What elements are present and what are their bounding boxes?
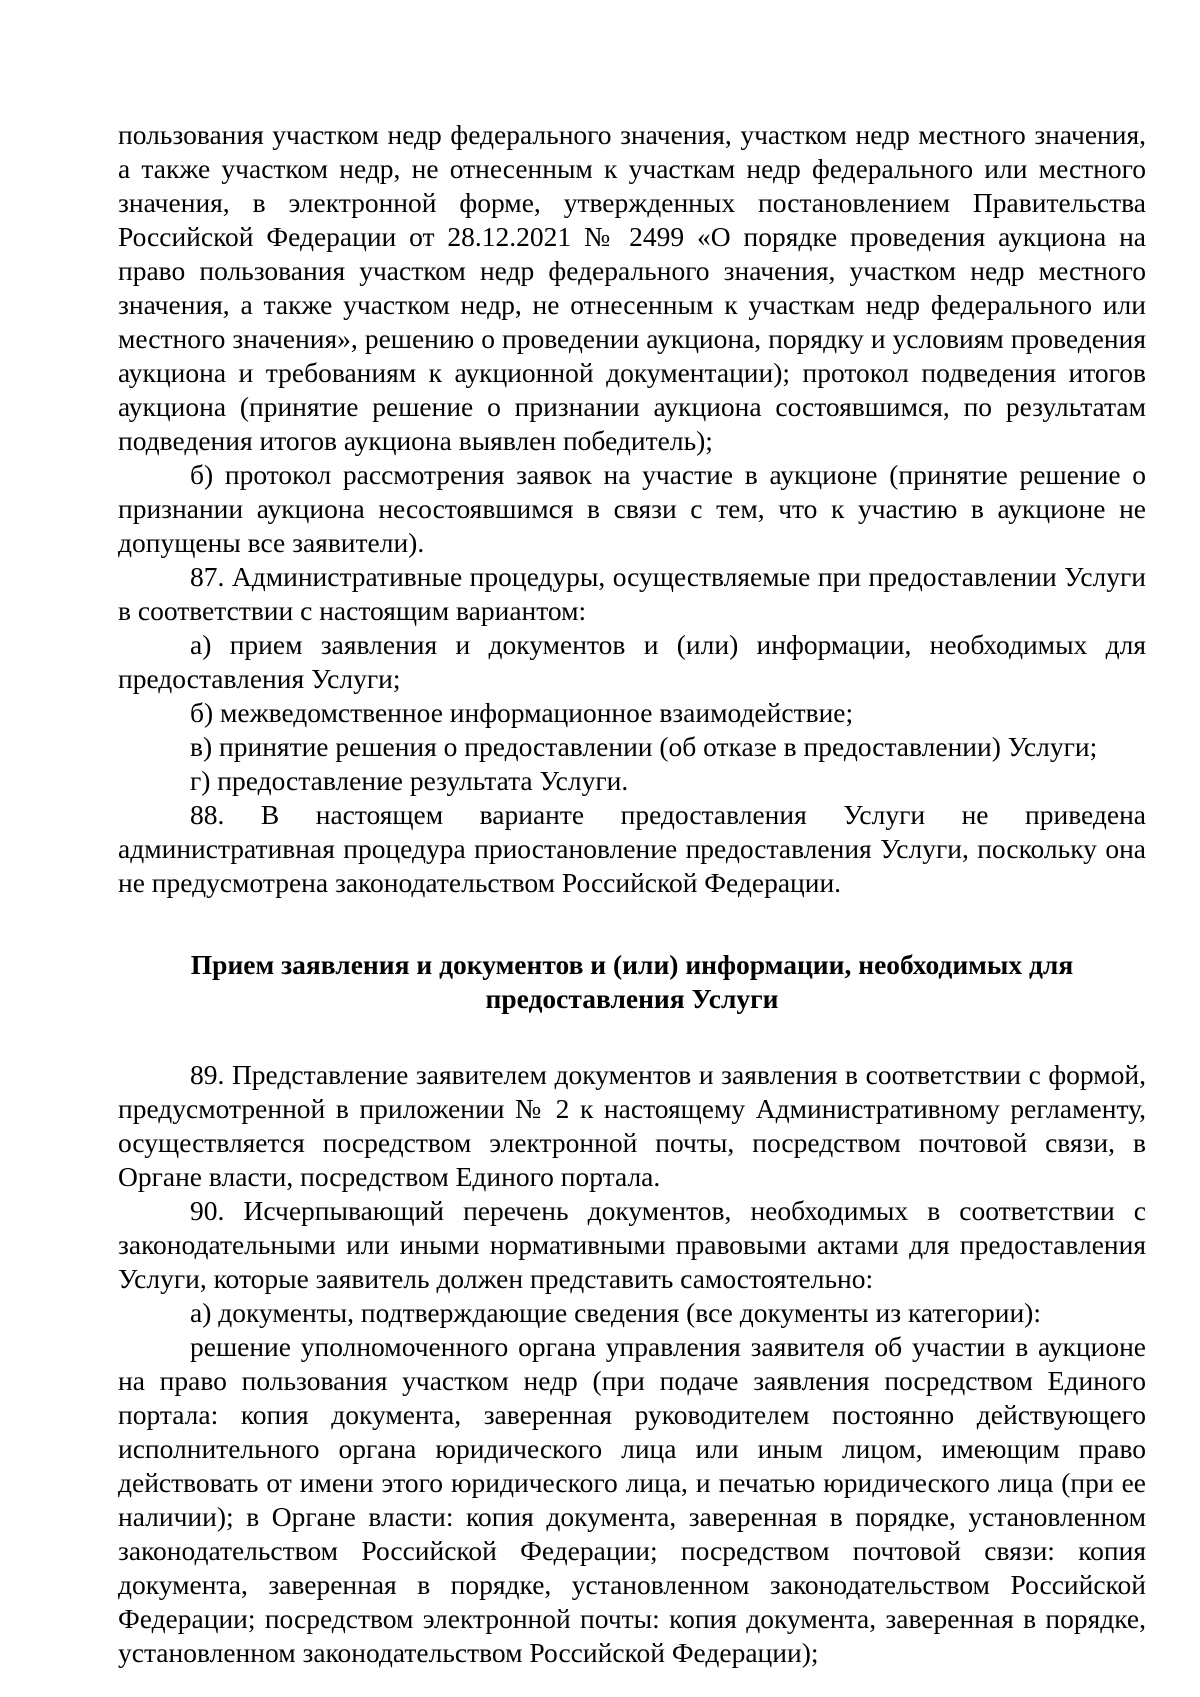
paragraph-87-item-g: г) предоставление результата Услуги. <box>190 765 629 796</box>
paragraph-90-item-a: а) документы, подтверждающие сведения (все документы из категории): <box>190 1297 1041 1328</box>
paragraph-88: 88. В настоящем варианте предоставления Услуги не приведена административная процедура приостановление предоставления Услуги, поскольку она не предусмотрена законодательством Российской Федерации. <box>118 799 1146 898</box>
paragraph-90-decision-document: решение уполномоченного органа управления заявителя об участии в аукционе на право пользования участком недр (при подаче заявления посредством Единого портала: копия документа, заверенная руководителем постоянно действующего исполнительного органа юридического лица или иным лицом, имеющим право действовать от имени этого юридического лица, и печатью юридического лица (при ее наличии); в Органе власти: копия документа, заверенная в порядке, установленном законодательством Российской Федерации; посредством почтовой связи: копия документа, заверенная в порядке, установленном законодательством Российской Федерации; посредством электронной почты: копия документа, заверенная в порядке, установленном законодательством Российской Федерации); <box>118 1331 1146 1668</box>
section-heading <box>118 948 1146 1016</box>
paragraph-89: 89. Представление заявителем документов и заявления в соответствии с формой, предусмотренной в приложении № 2 к настоящему Административному регламенту, осуществляется посредством электронной почты, посредством почтовой связи, в Органе власти, посредством Единого портала. <box>118 1059 1146 1192</box>
paragraph-continuation-auction-protocol: пользования участком недр федерального значения, участком недр местного значения, а также участком недр, не отнесенным к участкам недр федерального или местного значения, в электронной форме, утвержденных постановлением Правительства Российской Федерации от 28.12.2021 № 2499 «О порядке проведения аукциона на право пользования участком недр федерального значения, участком недр местного значения, а также участком недр, не отнесенным к участкам недр федерального или местного значения», решению о проведении аукциона, порядку и условиям проведения аукциона и требованиям к аукционной документации); протокол подведения итогов аукциона (принятие решение о признании аукциона состоявшимся, по результатам подведения итогов аукциона выявлен победитель); <box>118 119 1146 456</box>
paragraph-87-item-v: в) принятие решения о предоставлении (об отказе в предоставлении) Услуги; <box>190 731 1098 762</box>
document-page <box>118 118 1146 1670</box>
section-heading-line-2: предоставления Услуги <box>485 983 779 1014</box>
paragraph-item-b-protocol: б) протокол рассмотрения заявок на участие в аукционе (принятие решение о признании аукциона несостоявшимся в связи с тем, что к участию в аукционе не допущены все заявители). <box>118 459 1146 558</box>
paragraph-90: 90. Исчерпывающий перечень документов, необходимых в соответствии с законодательными или иными нормативными правовыми актами для предоставления Услуги, которые заявитель должен представить самостоятельно: <box>118 1195 1146 1294</box>
paragraph-87-item-a: а) прием заявления и документов и (или) информации, необходимых для предоставления Услуги; <box>118 629 1146 694</box>
paragraph-87: 87. Административные процедуры, осуществляемые при предоставлении Услуги в соответствии с настоящим вариантом: <box>118 561 1146 626</box>
section-heading-line-1: Прием заявления и документов и (или) информации, необходимых для <box>190 949 1074 980</box>
paragraph-87-item-b: б) межведомственное информационное взаимодействие; <box>190 697 854 728</box>
